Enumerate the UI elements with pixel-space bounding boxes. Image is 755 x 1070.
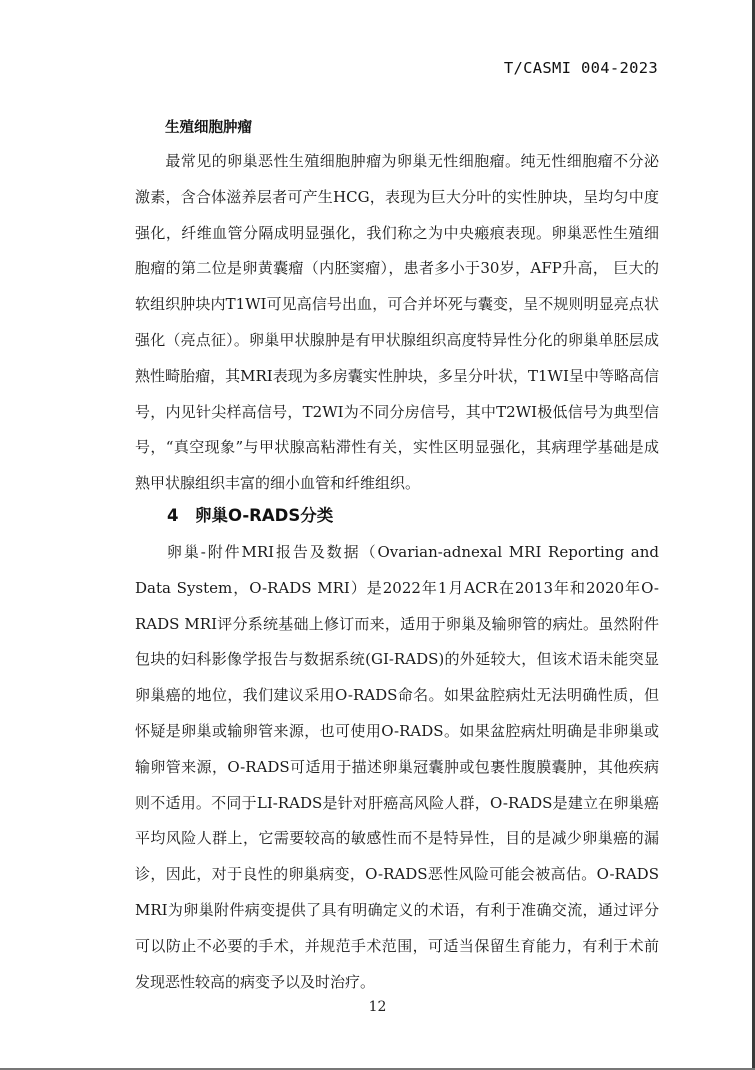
subsection-title: 生殖细胞肿瘤 bbox=[165, 120, 252, 136]
paragraph-text: 最常见的卵巢恶性生殖细胞肿瘤为卵巢无性细胞瘤。纯无性细胞瘤不分泌激素，含合体滋养层者可产生HCG，表现为巨大分叶的实性肿块，呈均匀中度强化，纤维血管分隔成明显强化，我们称之为中央瘢痕表现。卵巢恶性生殖细胞瘤的第二位是卵黄囊瘤（内胚窦瘤），患者多小于30岁，AFP升高， 巨大的软组织肿块内T1WI可见高信号出血，可合并坏死与囊变，呈不规则明显亮点状强化（亮点征）。卵巢甲状腺肿是有甲状腺组织高度特异性分化的卵巢单胚层成熟性畸胎瘤，其MRI表现为多房囊实性肿块，多呈分叶状，T1WI呈中等略高信号，内见针尖样高信号，T2WI为不同分房信号，其中T2WI极低信号为典型信号，“真空现象”与甲状腺高粘滞性有关，实性区明显强化，其病理学基础是成熟甲状腺组织丰富的细小血管和纤维组织。 bbox=[135, 152, 659, 493]
section-heading bbox=[167, 502, 333, 526]
paragraph-o-rads bbox=[135, 535, 659, 1000]
document-id: T/CASMI 004-2023 bbox=[503, 59, 658, 77]
page-number: 12 bbox=[368, 999, 387, 1015]
paragraph-germ-cell-tumors bbox=[135, 144, 659, 502]
section-number: 4 bbox=[167, 506, 179, 525]
paragraph-text: 卵巢-附件MRI报告及数据（Ovarian-adnexal MRI Reporting and Data System，O-RADS MRI）是2022年1月ACR在2013年和2020年O-RADS MRI评分系统基础上修订而来，适用于卵巢及输卵管的病灶。虽然附件包块的妇科影像学报告与数据系统(GI-RADS)的外延较大，但该术语未能突显卵巢癌的地位，我们建议采用O-RADS命名。如果盆腔病灶无法明确性质，但怀疑是卵巢或输卵管来源，也可使用O-RADS。如果盆腔病灶明确是非卵巢或输卵管来源，O-RADS可适用于描述卵巢冠囊肿或包裹性腹膜囊肿，其他疾病则不适用。不同于LI-RADS是针对肝癌高风险人群，O-RADS是建立在卵巢癌平均风险人群上，它需要较高的敏感性而不是特异性，目的是减少卵巢癌的漏诊，因此，对于良性的卵巢病变，O-RADS恶性风险可能会被高估。O-RADS MRI为卵巢附件病变提供了具有明确定义的术语，有利于准确交流，通过评分可以防止不必要的手术，并规范手术范围，可适当保留生育能力，有利于术前发现恶性较高的病变予以及时治疗。 bbox=[135, 543, 659, 991]
section-title: 卵巢O-RADS分类 bbox=[195, 506, 334, 525]
